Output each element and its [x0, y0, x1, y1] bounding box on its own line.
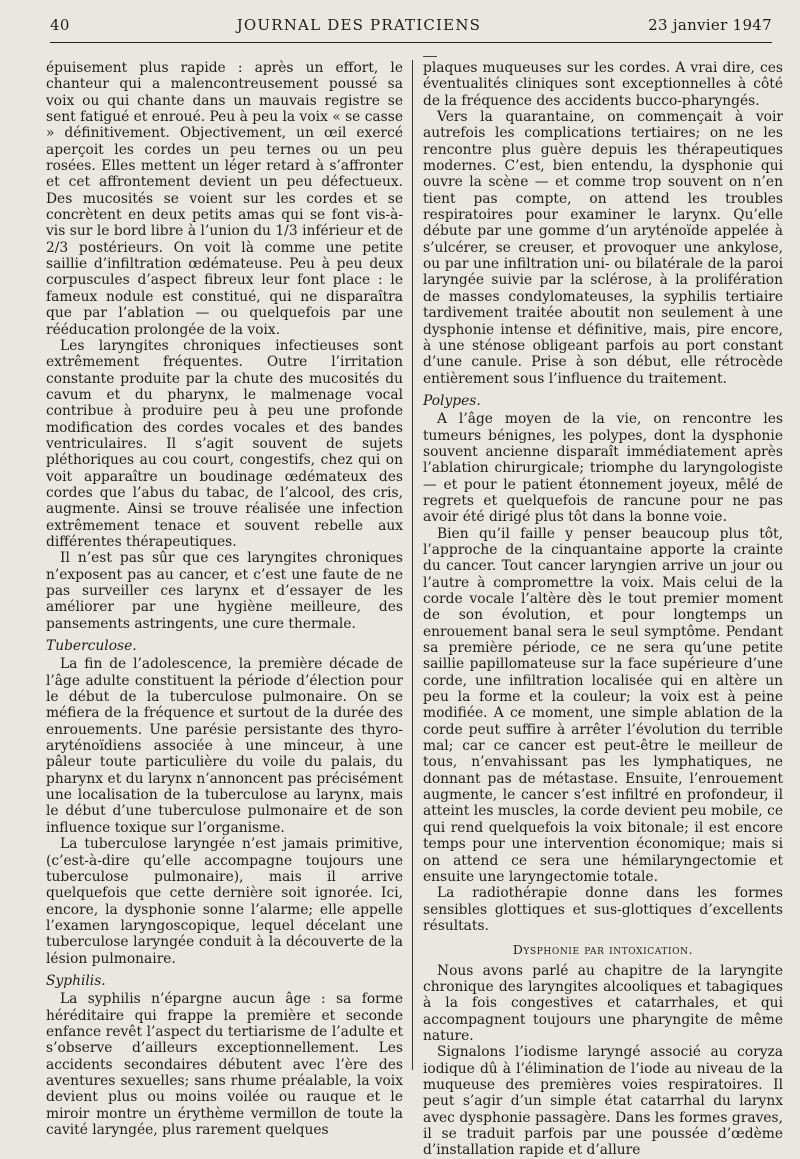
paragraph: Signalons l’iodisme laryngé associé au coryza iodique dû à l’élimination de l’iode au niveau de la muqueuse des premières voies respiratoires. Il peut s’agir d’un simple état catarrhal du larynx avec dysphonie passagère. Dans les formes graves, il se traduit parfois par une poussée d’œdème d’installation rapide et d’allure [423, 1044, 783, 1159]
header-rule [50, 42, 772, 43]
paragraph: Les laryngites chroniques infectieuses sont extrêmement fréquentes. Outre l’irritation constante produite par la chute des mucosités du cavum et du pharynx, le malmenage vocal contribue à produire peu à peu une profonde modification des cordes vocales et des bandes ventriculaires. Il s’agit souvent de sujets pléthoriques au cou court, congestifs, chez qui on voit apparaître un boudinage œdémateux des cordes que l’abus du tabac, de l’alcool, des cris, augmente. Ainsi se trouve réalisée une infection extrêmement tenace et souvent rebelle aux différentes thérapeutiques. [46, 337, 403, 550]
column-top-mark [423, 56, 437, 57]
paragraph: Nous avons parlé au chapitre de la laryngite chronique des laryngites alcooliques et tabagiques à la fois congestives et catarrhales, et qui accompagnent toujours une pharyngite de même nature. [423, 962, 783, 1044]
paragraph: La fin de l’adolescence, la première décade de l’âge adulte constituent la période d’élection pour le début de la tuberculose pulmonaire. On se méfiera de la fréquence et surtout de la durée des enrouements. Une parésie persistante des thyro-aryténoïdiens associée à une minceur, à une pâleur toute particulière du voile du palais, du pharynx et du larynx n’annoncent pas précisément une localisation de la tuberculose au larynx, mais le début d’une tuberculose pulmonaire et de son influence toxique sur l’organisme. [46, 656, 403, 836]
paragraph: plaques muqueuses sur les cordes. A vrai dire, ces éventualités cliniques sont exceptionnelles à côté de la fréquence des accidents bucco-pharyngés. [423, 60, 783, 109]
section-heading-tuberculose: Tuberculose. [46, 638, 137, 655]
paragraph: La tuberculose laryngée n’est jamais primitive, (c’est-à-dire qu’elle accompagne toujours une tuberculose pulmonaire), mais il arrive quelquefois que cette dernière soit ignorée. Ici, encore, la dysphonie sonne l’alarme; elle appelle l’examen laryngoscopique, lequel décelant une tuberculose laryngée conduit à la découverte de la lésion pulmonaire. [46, 836, 403, 967]
section-heading-syphilis: Syphilis. [46, 972, 106, 989]
left-column [46, 60, 403, 1138]
section-heading-dysphonie-intoxication: Dysphonie par intoxication. [512, 942, 694, 958]
section-heading-polypes: Polypes. [423, 392, 481, 409]
journal-title: JOURNAL DES PRATICIENS [236, 16, 482, 34]
right-column [423, 60, 783, 1159]
paragraph: La radiothérapie donne dans les formes sensibles glottiques et sus-glottiques d’excellents résultats. [423, 885, 783, 934]
page-number: 40 [50, 16, 70, 34]
paragraph: Il n’est pas sûr que ces laryngites chroniques n’exposent pas au cancer, et c’est une faute de ne pas surveiller ces larynx et d’essayer de les améliorer par une hygiène meilleure, des pansements astringents, une cure thermale. [46, 550, 403, 632]
paragraph: épuisement plus rapide : après un effort, le chanteur qui a malencontreusement poussé sa voix ou qui chante dans un mauvais registre se sent fatigué et enroué. Peu à peu la voix « se casse » définitivement. Objectivement, un œil exercé aperçoit les cordes un peu ternes ou un peu rosées. Elles mettent un léger retard à s’affronter et cet affrontement devient un peu défectueux. Des mucosités se voient sur les cordes et se concrètent en deux petits amas qui se font vis-à-vis sur le bord libre à l’union du 1/3 inférieur et de 2/3 postérieurs. On voit là comme une petite saillie d’infiltration œdémateuse. Peu à peu deux corpuscules d’aspect fibreux leur font place : le fameux nodule est constitué, qui ne disparaîtra que par l’ablation — ou quelquefois par une rééducation prolongée de la voix. [46, 60, 403, 338]
page-header [50, 16, 772, 40]
paragraph: Vers la quarantaine, on commençait à voir autrefois les complications tertiaires; on ne les rencontre plus guère depuis les thérapeutiques modernes. C’est, bien entendu, la dysphonie qui ouvre la scène — et comme trop souvent on n’en tient pas compte, on attend les troubles respiratoires pour examiner le larynx. Qu’elle débute par une gomme d’un aryténoïde appelée à s’ulcérer, se creuser, et provoquer une ankylose, ou par une infiltration uni- ou bilatérale de la paroi laryngée suivie par la sclérose, à la prolifération de masses condylomateuses, la syphilis tertiaire tardivement traitée aboutit non seulement à une dysphonie intense et définitive, mais, pire encore, à une sténose obligeant parfois au port constant d’une canule. Prise à son début, elle rétrocède entièrement sous l’influence du traitement. [423, 109, 783, 387]
paragraph: Bien qu’il faille y penser beaucoup plus tôt, l’approche de la cinquantaine apporte la crainte du cancer. Tout cancer laryngien arrive un jour ou l’autre à compromettre la voix. Mais celui de la corde vocale l’altère dès le tout premier moment de son évolution, et pour longtemps un enrouement banal sera le seul symptôme. Pendant sa première période, ce ne sera qu’une petite saillie papillomateuse sur la face supérieure d’une corde, une infiltration localisée qui en altère un peu la forme et la couleur; la voix est à peine modifiée. A ce moment, une simple ablation de la corde peut suffire à arrêter l’évolution du terrible mal; car ce cancer est peut-être le meilleur de tous, n’envahissant pas les lymphatiques, ne donnant pas de métastase. Ensuite, l’enrouement augmente, le cancer s’est infiltré en profondeur, il atteint les muscles, la corde devient peu mobile, ce qui rend quelquefois la voix bitonale; il est encore temps pour une intervention économique; mais si on attend ce sera une hémilaryngectomie et ensuite une laryngectomie totale. [423, 525, 783, 885]
paragraph: A l’âge moyen de la vie, on rencontre les tumeurs bénignes, les polypes, dont la dysphonie souvent ancienne disparaît immédiatement après l’ablation chirurgicale; triomphe du laryngologiste — et pour le patient étonnement joyeux, mêlé de regrets et quelquefois de rancune pour ne pas avoir été dirigé plus tôt dans la bonne voie. [423, 411, 783, 526]
paragraph: La syphilis n’épargne aucun âge : sa forme héréditaire qui frappe la première et seconde enfance revêt l’aspect du tertiarisme de l’adulte et s’observe d’ailleurs exceptionnellement. Les accidents secondaires débutent avec l’ère des aventures sexuelles; sans rhume préalable, la voix devient plus ou moins voilée ou rauque et le miroir montre un érythème vermillon de toute la cavité laryngée, plus rarement quelques [46, 991, 403, 1138]
issue-date: 23 janvier 1947 [648, 16, 772, 34]
column-divider [412, 60, 413, 1070]
